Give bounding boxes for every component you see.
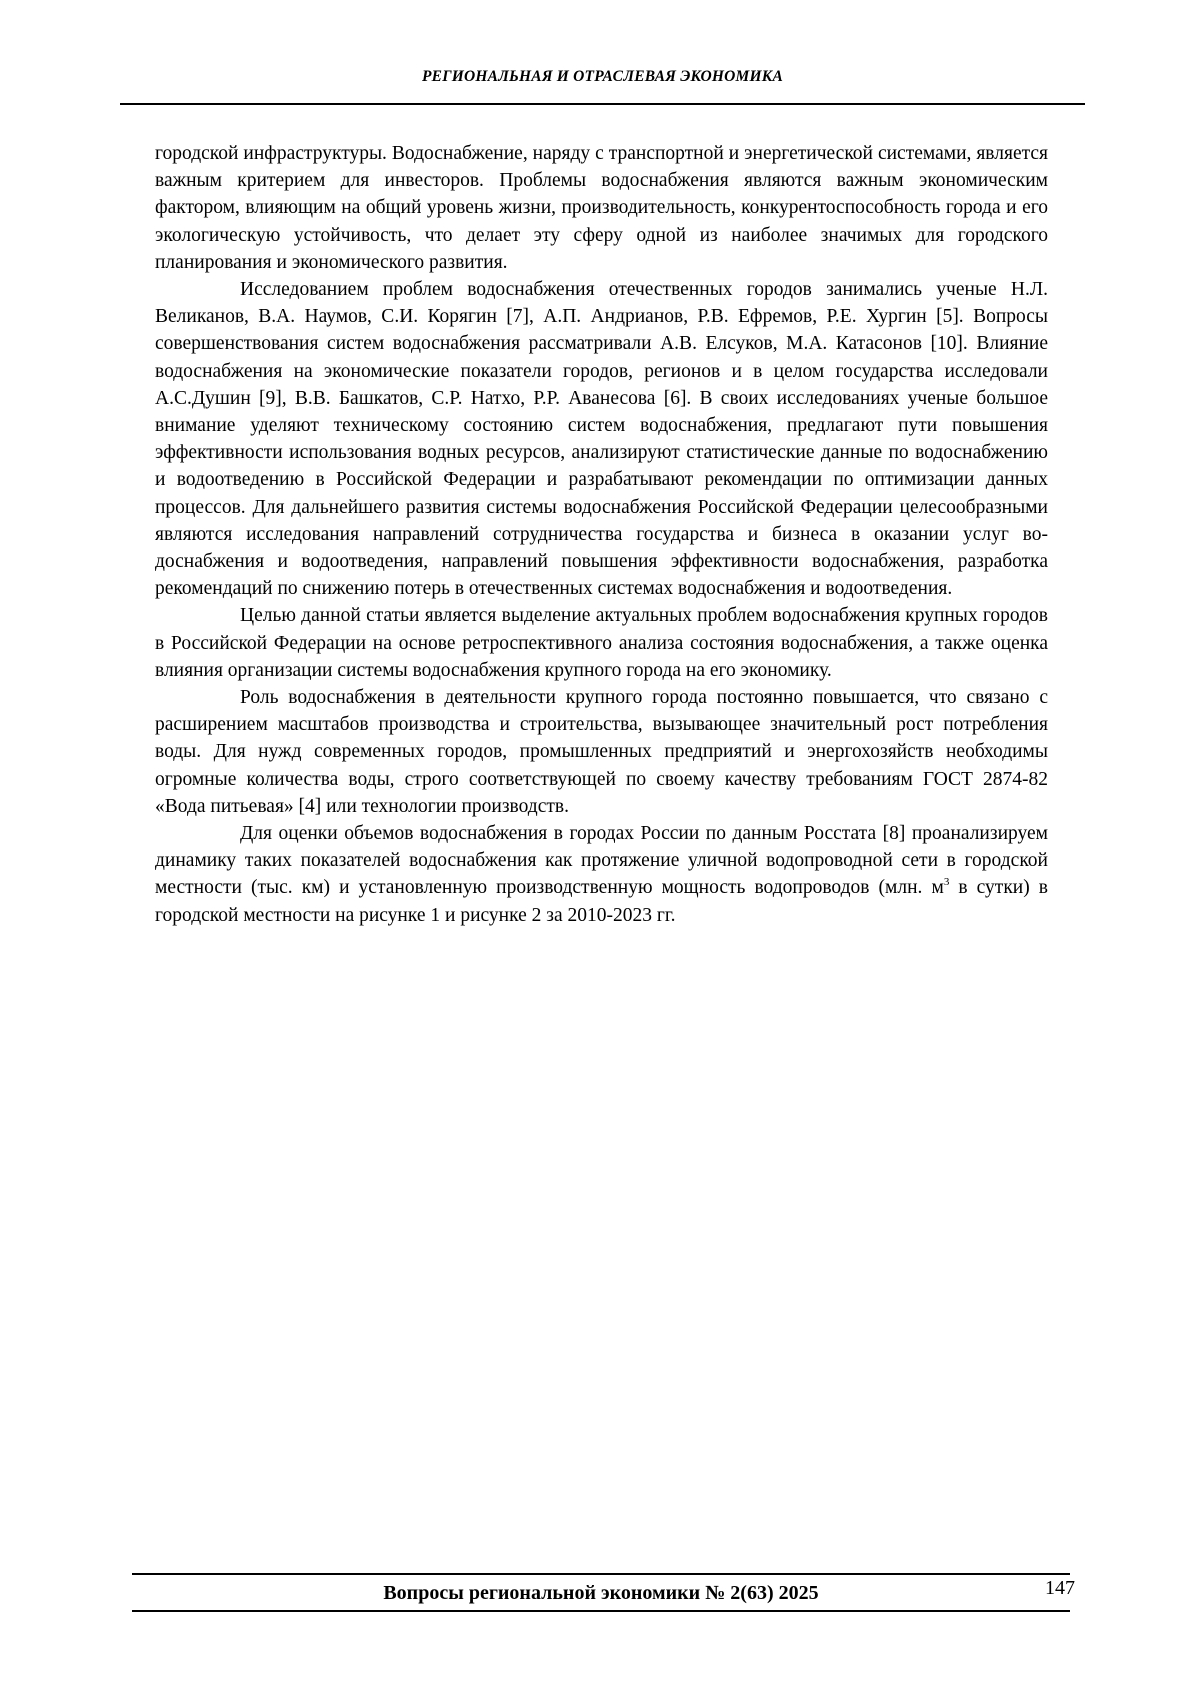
article-body	[155, 140, 1048, 929]
paragraph-5-part-2: в сутки) в городской местности на рисунке 1 и рисунке 2 за 2010-2023 гг.	[155, 877, 1048, 926]
paragraph-2: Исследованием проблем водоснабжения отечественных городов занимались ученые Н.Л. Великанов, В.А. Наумов, С.И. Корягин [7], А.П. Андрианов, Р.В. Ефремов, Р.Е. Хургин [5]. Вопросы совершенствования систем водоснабжения рассматривали А.В. Елсуков, М.А. Катасонов [10]. Влияние водоснабжения на экономические показатели городов, регионов и в целом государства исследовали А.С.Душин [9], В.В. Башкатов, С.Р. Натхо, Р.Р. Аванесова [6]. В своих исследованиях ученые большое внимание уделяют техническому состоянию систем водоснабжения, предлагают пути повышения эффективности использования водных ресурсов, анализируют статистические данные по водоснабжению и водоотведению в Российской Федерации и разрабатывают рекомендации по оптимизации данных процессов. Для дальнейшего развития системы водоснабжения Российской Федерации целесообразными являются исследования направлений сотрудничества государства и бизнеса в оказании услуг водоснабжения и водоотведения, направлений повышения эффективности водоснабжения, разработка рекомендаций по снижению потерь в отечественных системах водоснабжения и водоотведения.	[155, 279, 1048, 600]
paragraph-1: городской инфраструктуры. Водоснабжение, наряду с транспортной и энергетической системами, является важным критерием для инвесторов. Проблемы водоснабжения являются важным экономическим фактором, влияющим на общий уровень жизни, производительность, конкурентоспособность города и его экологическую устойчивость, что делает эту сферу одной из наиболее значимых для городского планирования и экономического развития.	[155, 143, 1048, 273]
paragraph-4: Роль водоснабжения в деятельности крупного города постоянно повышается, что связано с расширением масштабов производства и строительства, вызывающее значительный рост потребления воды. Для нужд современных городов, промышленных предприятий и энергохозяйств необходимы огромные количества воды, строго соответствующей по своему качеству требованиям ГОСТ 2874-82 «Вода питьевая» [4] или технологии производств.	[155, 687, 1048, 817]
paragraph-5	[155, 820, 1048, 929]
header-divider	[120, 103, 1085, 105]
cubic-superscript: 3	[943, 876, 950, 889]
paragraph-3: Целью данной статьи является выделение актуальных проблем водоснабжения крупных городов в Российской Федерации на основе ретроспективного анализа состояния водоснабжения, а также оценка влияния организации системы водоснабжения крупного города на его экономику.	[155, 605, 1048, 681]
footer-divider-top	[132, 1573, 1070, 1575]
journal-title: Вопросы региональной экономики № 2(63) 2025	[383, 1582, 819, 1604]
footer-divider-bottom	[132, 1610, 1070, 1612]
running-head: РЕГИОНАЛЬНАЯ И ОТРАСЛЕВАЯ ЭКОНОМИКА	[421, 68, 784, 85]
paragraph-5-part-1: Для оценки объемов водоснабжения в городах России по данным Росстата [8] проанализируем динамику таких показателей водоснабжения как протяжение уличной водопроводной сети в городской местности (тыс. км) и установленную производственную мощность водопроводов (млн. м	[155, 823, 1048, 899]
page-number: 147	[1045, 1577, 1075, 1599]
